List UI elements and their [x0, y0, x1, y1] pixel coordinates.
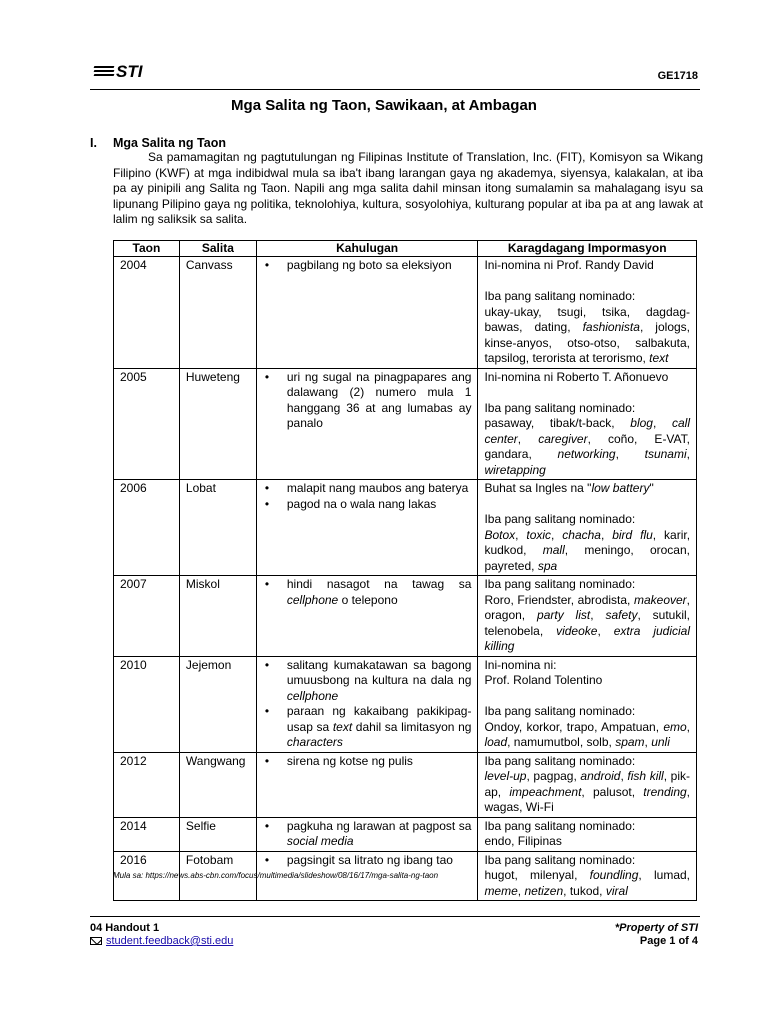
- nominated-word: fish kill: [627, 769, 664, 783]
- section-title: Mga Salita ng Taon: [113, 136, 226, 150]
- info-line: Prof. Roland Tolentino: [484, 673, 603, 687]
- nominated-word: ukay-ukay, tsugi, tsika, dagdag-bawas, dating,: [484, 304, 690, 334]
- nominated-word: load: [484, 735, 508, 749]
- nominated-word: netizen: [524, 883, 564, 898]
- table-header-row: [114, 241, 697, 257]
- row-kahulugan: [256, 368, 478, 480]
- row-word: Jejemon: [179, 656, 256, 752]
- row-word: Canvass: [179, 257, 256, 369]
- nominated-list: [484, 593, 690, 655]
- info-text: low battery: [591, 481, 650, 495]
- page-title: Mga Salita ng Taon, Sawikaan, at Ambagan: [231, 97, 537, 114]
- row-year: 2007: [114, 576, 180, 657]
- meaning-item: [263, 497, 472, 513]
- header-karagdagang: Karagdagang Impormasyon: [478, 241, 697, 257]
- meaning-text: pagbilang ng boto sa eleksiyon: [286, 258, 452, 272]
- meaning-list: [263, 481, 472, 512]
- spacer: [484, 689, 690, 705]
- spacer: [484, 385, 690, 401]
- nominated-word: trending: [643, 784, 687, 799]
- nominated-list: [484, 305, 690, 367]
- header-kahulugan: Kahulugan: [256, 241, 478, 257]
- row-word: Lobat: [179, 480, 256, 576]
- page-footer: [90, 916, 700, 956]
- section-number: I.: [90, 136, 97, 150]
- nominated-word: ,: [597, 623, 614, 638]
- nominated-word: ,: [615, 447, 645, 461]
- row-karagdagang: [478, 817, 697, 851]
- meaning-item: [263, 481, 472, 497]
- row-kahulugan: [256, 752, 478, 817]
- nominated-word: spa: [537, 558, 558, 573]
- nominated-word: ,: [517, 883, 525, 898]
- nominated-word: videoke: [556, 623, 598, 638]
- nominated-word: , namumutbol, solb,: [507, 735, 616, 749]
- intro-paragraph: Sa pamamagitan ng pagtutulungan ng Filipinas Institute of Translation, Inc. (FIT), Komisyon sa Wikang Filipino (KWF) at mga indibidwal mula sa iba't ibang larangan gaya ng akademya, siyensya, kalakalan, at iba pa ay pinipili ang Salita ng Taon. Napili ang mga salita dahil minsan itong sumalamin sa mahalagang isyu sa lipunang Pilipino gaya ng politika, teknolohiya, kultura, sosyolohiya, kulturang popular at iba pa at ang lawak at lalim ng saliksik sa salita.: [113, 150, 703, 226]
- nominated-label: Iba pang salitang nominado:: [484, 704, 636, 718]
- sti-logo: [94, 62, 142, 82]
- meaning-list: [263, 658, 472, 751]
- meaning-item: [263, 853, 472, 869]
- row-kahulugan: [256, 576, 478, 657]
- nominated-label: Iba pang salitang nominado:: [484, 512, 636, 526]
- nominated-word: ,: [515, 527, 527, 542]
- nominated-word: fashionista: [582, 320, 640, 334]
- table-row: [114, 752, 697, 817]
- info-text: Ini-nomina ni Roberto T. Añonuevo: [484, 369, 669, 384]
- nominated-word: spam: [615, 735, 645, 749]
- meaning-text: characters: [286, 735, 343, 749]
- row-word: Selfie: [179, 817, 256, 851]
- meaning-text: o telepono: [338, 592, 398, 607]
- nominated-word: viral: [605, 883, 628, 898]
- nominated-word: chacha: [562, 527, 601, 542]
- row-karagdagang: [478, 752, 697, 817]
- row-year: 2006: [114, 480, 180, 576]
- meaning-item: [263, 658, 472, 705]
- nominated-word: unli: [651, 735, 670, 749]
- nominated-word: ,: [517, 431, 539, 446]
- row-year: 2005: [114, 368, 180, 480]
- meaning-item: [263, 370, 472, 432]
- nominated-word: , jologs, kinse-anyos, otso-otso, salbakuta, tapsilog, terorista at terorismo,: [484, 320, 690, 365]
- nominated-word: extra judicial killing: [484, 623, 690, 653]
- nominated-label: Iba pang salitang nominado:: [484, 289, 636, 303]
- meaning-text: hindi nasagot na tawag sa: [286, 577, 472, 591]
- meaning-text: pagsingit sa litrato ng ibang tao: [286, 852, 453, 867]
- meaning-item: [263, 819, 472, 850]
- nominated-list: [484, 416, 690, 478]
- meaning-text: text: [332, 719, 353, 734]
- nominated-word: Botox: [484, 527, 516, 542]
- meaning-item: [263, 704, 472, 751]
- info-line: Ini-nomina ni:: [484, 657, 557, 672]
- nominated-word: toxic: [526, 527, 552, 542]
- spacer: [484, 497, 690, 513]
- row-year: 2004: [114, 257, 180, 369]
- info-text: Buhat sa Ingles na ": [484, 481, 592, 495]
- page-header: [90, 60, 700, 90]
- nominated-label: Iba pang salitang nominado:: [484, 400, 636, 415]
- table-row: [114, 480, 697, 576]
- table-row: [114, 368, 697, 480]
- table-row: [114, 257, 697, 369]
- header-salita: Salita: [179, 241, 256, 257]
- nominated-word: makeover: [633, 592, 687, 607]
- meaning-item: [263, 577, 472, 608]
- info-line: [484, 370, 690, 386]
- nominated-word: , pik-ap,: [484, 769, 690, 799]
- nominated-word: bird flu: [612, 527, 653, 542]
- row-year: 2010: [114, 656, 180, 752]
- row-karagdagang: [478, 576, 697, 657]
- nominated-word: , pagpag,: [526, 769, 581, 783]
- info-line: [484, 258, 690, 274]
- page-number: Page 1 of 4: [639, 935, 698, 947]
- nominated-word: , wagas, Wi-Fi: [484, 784, 691, 814]
- meaning-text: sirena ng kotse ng pulis: [286, 753, 413, 768]
- table-row: [114, 656, 697, 752]
- nominated-word: party list: [537, 608, 591, 622]
- nominated-word: meme: [484, 883, 518, 898]
- nominated-word: level-up: [484, 769, 527, 783]
- nominated-word: tsunami: [644, 447, 687, 461]
- meaning-item: [263, 754, 472, 770]
- nominated-word: ,: [551, 527, 563, 542]
- nominated-list: [484, 834, 690, 850]
- row-kahulugan: [256, 480, 478, 576]
- spacer: [484, 274, 690, 290]
- nominated-word: , karir, kudkod,: [484, 527, 691, 557]
- meaning-text: pagod na o wala nang lakas: [286, 496, 437, 511]
- nominated-word: impeachment: [509, 784, 582, 799]
- meaning-text: uri ng sugal na pinagpapares ang dalawang (2) numero mula 1 hanggang 36 at ang lumabas ay panalo: [286, 369, 472, 430]
- feedback-line: [90, 935, 233, 947]
- nominated-list: [484, 720, 690, 751]
- logo-text: STI: [116, 62, 143, 81]
- nominated-word: endo, Filipinas: [484, 834, 562, 848]
- row-year: 2014: [114, 817, 180, 851]
- meaning-text: paraan ng kakaibang pakikipag-usap sa: [286, 704, 472, 734]
- nominated-word: ,: [686, 719, 690, 734]
- feedback-email-link[interactable]: student.feedback@sti.edu: [106, 935, 234, 947]
- nominated-word: caregiver: [538, 431, 588, 446]
- nominated-word: android: [580, 769, 621, 783]
- nominated-word: ,: [644, 735, 652, 749]
- meaning-list: [263, 754, 472, 770]
- row-karagdagang: [478, 368, 697, 480]
- nominated-word: , meningo, orocan, payreted,: [484, 543, 690, 573]
- info-text: Ini-nomina ni Prof. Randy David: [484, 258, 654, 272]
- nominated-word: blog: [630, 416, 653, 430]
- property-label: *Property of STI: [614, 922, 698, 934]
- nominated-word: ,: [600, 527, 613, 542]
- nominated-label: Iba pang salitang nominado:: [484, 753, 636, 768]
- table-row: [114, 817, 697, 851]
- meaning-text: dahil sa limitasyon ng: [352, 719, 472, 734]
- row-word: Wangwang: [179, 752, 256, 817]
- nominated-word: Ondoy, korkor, trapo, Ampatuan,: [484, 719, 664, 734]
- meaning-list: [263, 577, 472, 608]
- row-kahulugan: [256, 817, 478, 851]
- row-karagdagang: [478, 257, 697, 369]
- table-row: [114, 576, 697, 657]
- row-word: Miskol: [179, 576, 256, 657]
- nominated-word: hugot, milenyal,: [484, 868, 590, 882]
- meaning-text: pagkuha ng larawan at pagpost sa: [286, 818, 472, 833]
- nominated-word: ,: [620, 769, 628, 783]
- nominated-word: , oragon,: [484, 592, 690, 622]
- meaning-list: [263, 853, 472, 869]
- nominated-word: , coño, E-VAT, gandara,: [484, 431, 690, 461]
- meaning-list: [263, 370, 472, 432]
- nominated-word: pasaway, tibak/t-back,: [484, 416, 631, 430]
- nominated-word: networking: [557, 447, 616, 461]
- meaning-text: social media: [286, 834, 354, 848]
- nominated-word: , lumad,: [638, 868, 690, 882]
- section-heading: [90, 136, 226, 150]
- meaning-text: malapit nang maubos ang baterya: [286, 481, 469, 495]
- row-karagdagang: [478, 656, 697, 752]
- row-karagdagang: [478, 851, 697, 901]
- row-kahulugan: [256, 257, 478, 369]
- nominated-list: [484, 868, 690, 899]
- meaning-text: cellphone: [286, 592, 339, 607]
- row-word: Huweteng: [179, 368, 256, 480]
- meaning-text: salitang kumakatawan sa bagong umuusbong na kultura na dala ng: [286, 657, 472, 687]
- nominated-label: Iba pang salitang nominado:: [484, 577, 636, 591]
- nominated-word: mall: [542, 543, 565, 557]
- nominated-word: ,: [652, 416, 672, 430]
- nominated-label: Iba pang salitang nominado:: [484, 852, 636, 867]
- nominated-word: , tukod,: [563, 883, 606, 898]
- handout-label: 04 Handout 1: [90, 922, 160, 934]
- sti-logo-icon: [94, 64, 114, 80]
- nominated-word: ,: [686, 447, 690, 461]
- nominated-word: , palusot,: [581, 784, 644, 799]
- nominated-list: [484, 528, 690, 575]
- row-karagdagang: [478, 480, 697, 576]
- nominated-word: text: [649, 351, 669, 365]
- nominated-word: safety: [605, 608, 638, 622]
- course-code: GE1718: [657, 70, 698, 82]
- row-year: 2012: [114, 752, 180, 817]
- info-text: ": [649, 481, 654, 495]
- info-line: [484, 481, 690, 497]
- meaning-item: [263, 258, 472, 274]
- row-kahulugan: [256, 656, 478, 752]
- nominated-list: [484, 769, 690, 816]
- envelope-icon: [90, 937, 102, 945]
- words-table: [113, 240, 697, 901]
- meaning-list: [263, 258, 472, 274]
- nominated-word: call center: [484, 416, 690, 446]
- nominated-word: emo: [663, 719, 687, 734]
- nominated-word: foundling: [589, 868, 639, 882]
- source-note: Mula sa: https://news.abs-cbn.com/focus/multimedia/slideshow/08/16/17/mga-salita-ng-taon: [113, 871, 439, 880]
- meaning-list: [263, 819, 472, 850]
- header-taon: Taon: [114, 241, 180, 257]
- nominated-word: Roro, Friendster, abrodista,: [484, 592, 634, 607]
- nominated-word: , sutukil, telenobela,: [484, 608, 690, 638]
- nominated-word: wiretapping: [484, 462, 546, 477]
- row-word: Fotobam: [179, 851, 256, 901]
- nominated-label: Iba pang salitang nominado:: [484, 818, 636, 833]
- meaning-text: cellphone: [286, 688, 339, 703]
- nominated-word: ,: [590, 608, 606, 622]
- row-year: 2016: [114, 851, 180, 901]
